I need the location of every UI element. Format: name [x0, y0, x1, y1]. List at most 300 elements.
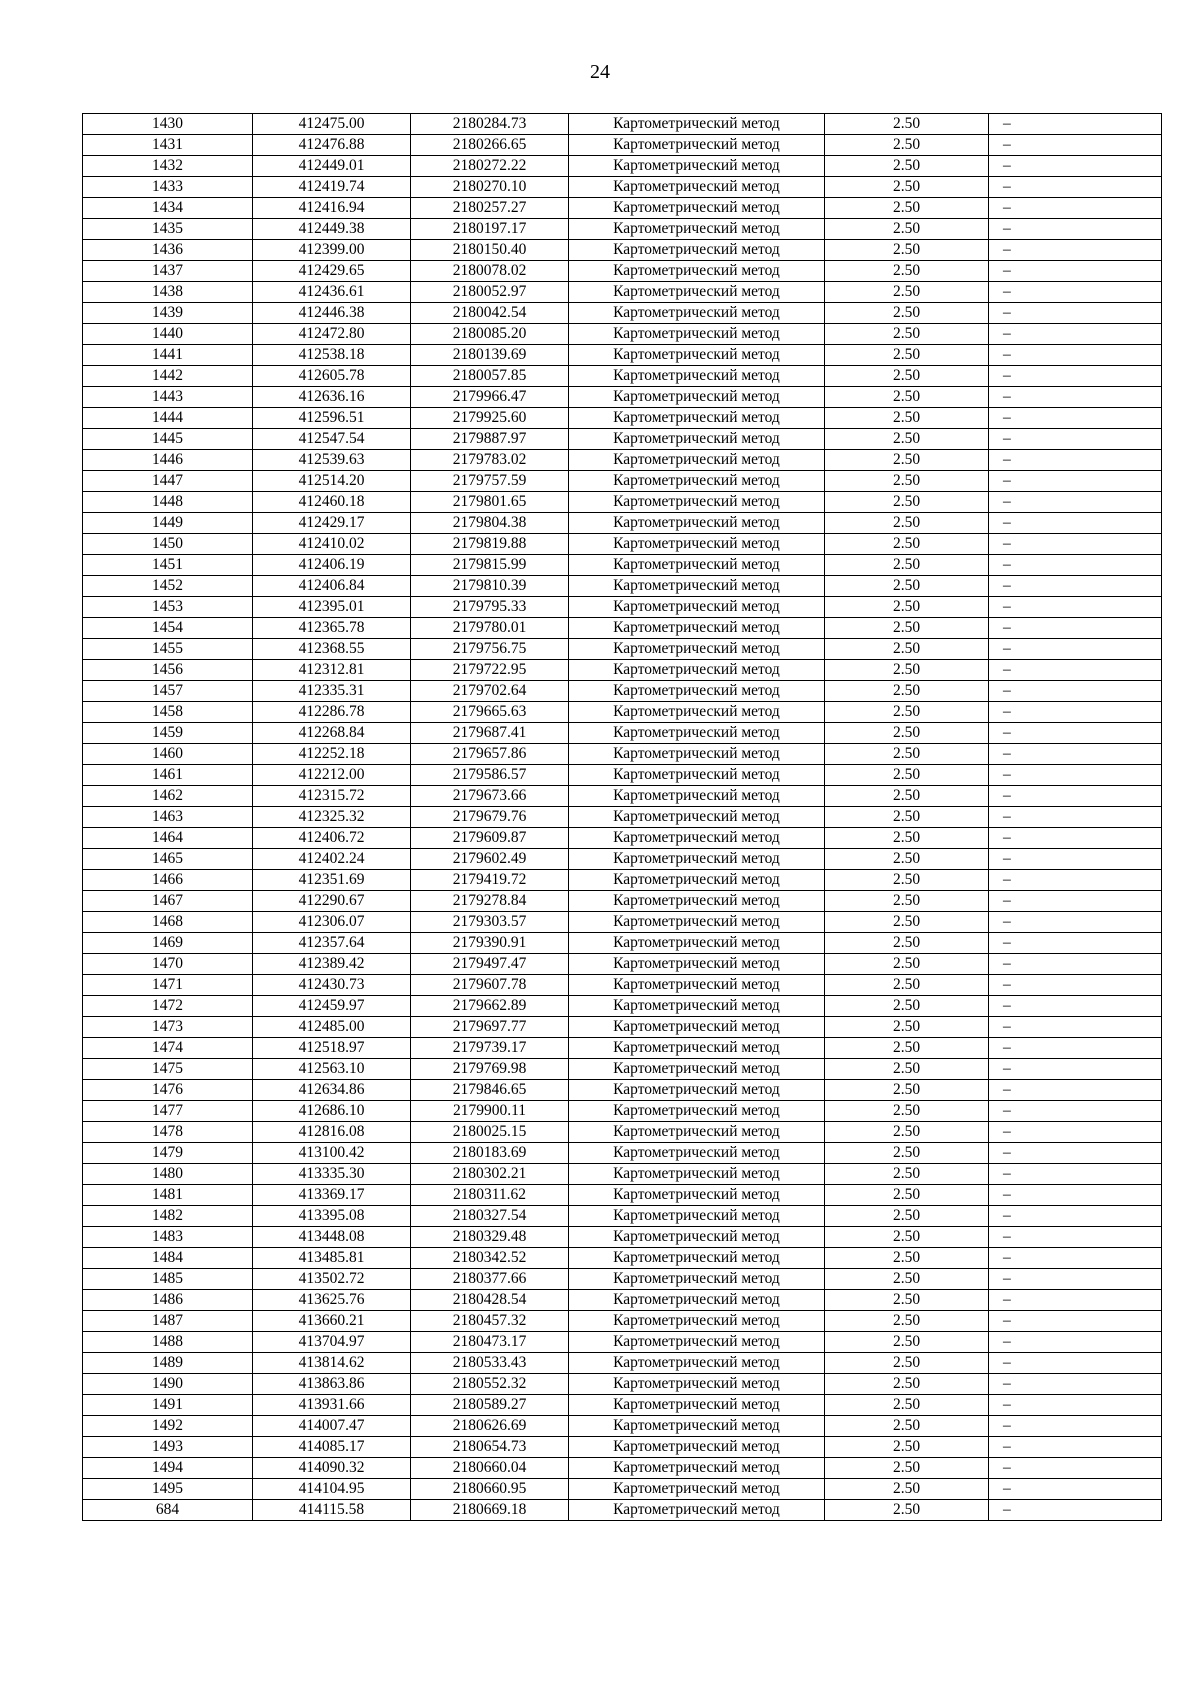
note-cell: – — [989, 996, 1162, 1017]
method-cell: Картометрический метод — [569, 1458, 825, 1479]
error-cell: 2.50 — [825, 849, 989, 870]
table-row — [83, 198, 1162, 219]
method-cell: Картометрический метод — [569, 1101, 825, 1122]
error-cell: 2.50 — [825, 1164, 989, 1185]
method-cell: Картометрический метод — [569, 240, 825, 261]
x-coordinate-cell: 412429.65 — [253, 261, 411, 282]
table-row — [83, 366, 1162, 387]
error-cell: 2.50 — [825, 555, 989, 576]
x-coordinate-cell: 413502.72 — [253, 1269, 411, 1290]
method-cell: Картометрический метод — [569, 366, 825, 387]
table-row — [83, 1458, 1162, 1479]
error-cell: 2.50 — [825, 1500, 989, 1521]
page-number: 24 — [590, 61, 610, 83]
point-number-cell: 1456 — [83, 660, 253, 681]
x-coordinate-cell: 412212.00 — [253, 765, 411, 786]
error-cell: 2.50 — [825, 1437, 989, 1458]
error-cell: 2.50 — [825, 1185, 989, 1206]
point-number-cell: 1447 — [83, 471, 253, 492]
error-cell: 2.50 — [825, 660, 989, 681]
x-coordinate-cell: 412538.18 — [253, 345, 411, 366]
table-row — [83, 1374, 1162, 1395]
table-row — [83, 597, 1162, 618]
method-cell: Картометрический метод — [569, 1059, 825, 1080]
x-coordinate-cell: 412436.61 — [253, 282, 411, 303]
method-cell: Картометрический метод — [569, 744, 825, 765]
method-cell: Картометрический метод — [569, 1164, 825, 1185]
point-number-cell: 1490 — [83, 1374, 253, 1395]
point-number-cell: 1478 — [83, 1122, 253, 1143]
x-coordinate-cell: 414115.58 — [253, 1500, 411, 1521]
y-coordinate-cell: 2179801.65 — [411, 492, 569, 513]
note-cell: – — [989, 1332, 1162, 1353]
method-cell: Картометрический метод — [569, 1122, 825, 1143]
y-coordinate-cell: 2179665.63 — [411, 702, 569, 723]
y-coordinate-cell: 2179769.98 — [411, 1059, 569, 1080]
table-row — [83, 660, 1162, 681]
note-cell: – — [989, 1374, 1162, 1395]
x-coordinate-cell: 412686.10 — [253, 1101, 411, 1122]
point-number-cell: 1446 — [83, 450, 253, 471]
table-row — [83, 576, 1162, 597]
note-cell: – — [989, 219, 1162, 240]
point-number-cell: 1433 — [83, 177, 253, 198]
point-number-cell: 1458 — [83, 702, 253, 723]
method-cell: Картометрический метод — [569, 1143, 825, 1164]
method-cell: Картометрический метод — [569, 597, 825, 618]
point-number-cell: 1485 — [83, 1269, 253, 1290]
x-coordinate-cell: 412312.81 — [253, 660, 411, 681]
point-number-cell: 1441 — [83, 345, 253, 366]
point-number-cell: 1481 — [83, 1185, 253, 1206]
table-row — [83, 870, 1162, 891]
y-coordinate-cell: 2180042.54 — [411, 303, 569, 324]
method-cell: Картометрический метод — [569, 1311, 825, 1332]
method-cell: Картометрический метод — [569, 639, 825, 660]
y-coordinate-cell: 2179783.02 — [411, 450, 569, 471]
note-cell: – — [989, 261, 1162, 282]
note-cell: – — [989, 1395, 1162, 1416]
point-number-cell: 1453 — [83, 597, 253, 618]
table-row — [83, 702, 1162, 723]
method-cell: Картометрический метод — [569, 471, 825, 492]
x-coordinate-cell: 412406.19 — [253, 555, 411, 576]
table-row — [83, 513, 1162, 534]
note-cell: – — [989, 1059, 1162, 1080]
y-coordinate-cell: 2179795.33 — [411, 597, 569, 618]
x-coordinate-cell: 412406.84 — [253, 576, 411, 597]
x-coordinate-cell: 414090.32 — [253, 1458, 411, 1479]
note-cell: – — [989, 1164, 1162, 1185]
note-cell: – — [989, 1290, 1162, 1311]
error-cell: 2.50 — [825, 240, 989, 261]
table-row — [83, 114, 1162, 135]
x-coordinate-cell: 413448.08 — [253, 1227, 411, 1248]
x-coordinate-cell: 412449.01 — [253, 156, 411, 177]
method-cell: Картометрический метод — [569, 765, 825, 786]
method-cell: Картометрический метод — [569, 513, 825, 534]
table-row — [83, 1059, 1162, 1080]
note-cell: – — [989, 345, 1162, 366]
table-row — [83, 933, 1162, 954]
method-cell: Картометрический метод — [569, 261, 825, 282]
method-cell: Картометрический метод — [569, 555, 825, 576]
x-coordinate-cell: 412335.31 — [253, 681, 411, 702]
y-coordinate-cell: 2179679.76 — [411, 807, 569, 828]
y-coordinate-cell: 2180266.65 — [411, 135, 569, 156]
method-cell: Картометрический метод — [569, 1206, 825, 1227]
error-cell: 2.50 — [825, 303, 989, 324]
table-row — [83, 1500, 1162, 1521]
table-row — [83, 1479, 1162, 1500]
error-cell: 2.50 — [825, 1017, 989, 1038]
method-cell: Картометрический метод — [569, 114, 825, 135]
y-coordinate-cell: 2179722.95 — [411, 660, 569, 681]
y-coordinate-cell: 2180257.27 — [411, 198, 569, 219]
y-coordinate-cell: 2180660.04 — [411, 1458, 569, 1479]
error-cell: 2.50 — [825, 114, 989, 135]
table-row — [83, 1416, 1162, 1437]
error-cell: 2.50 — [825, 1227, 989, 1248]
method-cell: Картометрический метод — [569, 975, 825, 996]
note-cell: – — [989, 1227, 1162, 1248]
table-row — [83, 1437, 1162, 1458]
error-cell: 2.50 — [825, 1374, 989, 1395]
error-cell: 2.50 — [825, 387, 989, 408]
table-row — [83, 534, 1162, 555]
table-row — [83, 891, 1162, 912]
point-number-cell: 1452 — [83, 576, 253, 597]
method-cell: Картометрический метод — [569, 1227, 825, 1248]
x-coordinate-cell: 412563.10 — [253, 1059, 411, 1080]
y-coordinate-cell: 2180139.69 — [411, 345, 569, 366]
y-coordinate-cell: 2180327.54 — [411, 1206, 569, 1227]
error-cell: 2.50 — [825, 345, 989, 366]
note-cell: – — [989, 1416, 1162, 1437]
point-number-cell: 684 — [83, 1500, 253, 1521]
point-number-cell: 1459 — [83, 723, 253, 744]
method-cell: Картометрический метод — [569, 324, 825, 345]
note-cell: – — [989, 975, 1162, 996]
table-row — [83, 786, 1162, 807]
y-coordinate-cell: 2179687.41 — [411, 723, 569, 744]
y-coordinate-cell: 2179662.89 — [411, 996, 569, 1017]
y-coordinate-cell: 2180150.40 — [411, 240, 569, 261]
table-row — [83, 1353, 1162, 1374]
note-cell: – — [989, 513, 1162, 534]
y-coordinate-cell: 2179739.17 — [411, 1038, 569, 1059]
y-coordinate-cell: 2179602.49 — [411, 849, 569, 870]
y-coordinate-cell: 2180025.15 — [411, 1122, 569, 1143]
x-coordinate-cell: 412286.78 — [253, 702, 411, 723]
error-cell: 2.50 — [825, 933, 989, 954]
y-coordinate-cell: 2179925.60 — [411, 408, 569, 429]
note-cell: – — [989, 912, 1162, 933]
method-cell: Картометрический метод — [569, 450, 825, 471]
table-row — [83, 1206, 1162, 1227]
point-number-cell: 1444 — [83, 408, 253, 429]
point-number-cell: 1483 — [83, 1227, 253, 1248]
table-row — [83, 240, 1162, 261]
error-cell: 2.50 — [825, 408, 989, 429]
y-coordinate-cell: 2180669.18 — [411, 1500, 569, 1521]
point-number-cell: 1448 — [83, 492, 253, 513]
error-cell: 2.50 — [825, 1122, 989, 1143]
method-cell: Картометрический метод — [569, 135, 825, 156]
note-cell: – — [989, 765, 1162, 786]
x-coordinate-cell: 412636.16 — [253, 387, 411, 408]
table-row — [83, 555, 1162, 576]
x-coordinate-cell: 412446.38 — [253, 303, 411, 324]
method-cell: Картометрический метод — [569, 1437, 825, 1458]
table-row — [83, 1122, 1162, 1143]
note-cell: – — [989, 1122, 1162, 1143]
note-cell: – — [989, 660, 1162, 681]
table-row — [83, 723, 1162, 744]
note-cell: – — [989, 786, 1162, 807]
point-number-cell: 1473 — [83, 1017, 253, 1038]
y-coordinate-cell: 2179846.65 — [411, 1080, 569, 1101]
x-coordinate-cell: 413814.62 — [253, 1353, 411, 1374]
y-coordinate-cell: 2179966.47 — [411, 387, 569, 408]
note-cell: – — [989, 639, 1162, 660]
x-coordinate-cell: 412325.32 — [253, 807, 411, 828]
x-coordinate-cell: 412357.64 — [253, 933, 411, 954]
x-coordinate-cell: 412514.20 — [253, 471, 411, 492]
table-row — [83, 807, 1162, 828]
table-row — [83, 1101, 1162, 1122]
x-coordinate-cell: 412596.51 — [253, 408, 411, 429]
y-coordinate-cell: 2179819.88 — [411, 534, 569, 555]
y-coordinate-cell: 2179900.11 — [411, 1101, 569, 1122]
y-coordinate-cell: 2179756.75 — [411, 639, 569, 660]
x-coordinate-cell: 412290.67 — [253, 891, 411, 912]
x-coordinate-cell: 412410.02 — [253, 534, 411, 555]
note-cell: – — [989, 1458, 1162, 1479]
error-cell: 2.50 — [825, 1038, 989, 1059]
note-cell: – — [989, 1101, 1162, 1122]
table-row — [83, 387, 1162, 408]
x-coordinate-cell: 412476.88 — [253, 135, 411, 156]
error-cell: 2.50 — [825, 1143, 989, 1164]
table-row — [83, 828, 1162, 849]
y-coordinate-cell: 2180626.69 — [411, 1416, 569, 1437]
point-number-cell: 1487 — [83, 1311, 253, 1332]
table-row — [83, 1143, 1162, 1164]
y-coordinate-cell: 2179673.66 — [411, 786, 569, 807]
point-number-cell: 1462 — [83, 786, 253, 807]
error-cell: 2.50 — [825, 870, 989, 891]
coordinates-table — [82, 113, 1162, 1521]
x-coordinate-cell: 413485.81 — [253, 1248, 411, 1269]
point-number-cell: 1449 — [83, 513, 253, 534]
point-number-cell: 1439 — [83, 303, 253, 324]
error-cell: 2.50 — [825, 954, 989, 975]
table-row — [83, 492, 1162, 513]
note-cell: – — [989, 471, 1162, 492]
note-cell: – — [989, 1206, 1162, 1227]
note-cell: – — [989, 828, 1162, 849]
method-cell: Картометрический метод — [569, 828, 825, 849]
method-cell: Картометрический метод — [569, 702, 825, 723]
note-cell: – — [989, 303, 1162, 324]
point-number-cell: 1463 — [83, 807, 253, 828]
y-coordinate-cell: 2179702.64 — [411, 681, 569, 702]
method-cell: Картометрический метод — [569, 1332, 825, 1353]
table-row — [83, 912, 1162, 933]
point-number-cell: 1451 — [83, 555, 253, 576]
method-cell: Картометрический метод — [569, 912, 825, 933]
table-row — [83, 975, 1162, 996]
method-cell: Картометрический метод — [569, 1479, 825, 1500]
y-coordinate-cell: 2179815.99 — [411, 555, 569, 576]
x-coordinate-cell: 413625.76 — [253, 1290, 411, 1311]
error-cell: 2.50 — [825, 681, 989, 702]
error-cell: 2.50 — [825, 1059, 989, 1080]
method-cell: Картометрический метод — [569, 1395, 825, 1416]
error-cell: 2.50 — [825, 1395, 989, 1416]
method-cell: Картометрический метод — [569, 177, 825, 198]
error-cell: 2.50 — [825, 1101, 989, 1122]
x-coordinate-cell: 412395.01 — [253, 597, 411, 618]
x-coordinate-cell: 412485.00 — [253, 1017, 411, 1038]
note-cell: – — [989, 681, 1162, 702]
note-cell: – — [989, 702, 1162, 723]
x-coordinate-cell: 412402.24 — [253, 849, 411, 870]
x-coordinate-cell: 412315.72 — [253, 786, 411, 807]
note-cell: – — [989, 807, 1162, 828]
point-number-cell: 1482 — [83, 1206, 253, 1227]
method-cell: Картометрический метод — [569, 219, 825, 240]
y-coordinate-cell: 2180660.95 — [411, 1479, 569, 1500]
error-cell: 2.50 — [825, 198, 989, 219]
error-cell: 2.50 — [825, 912, 989, 933]
note-cell: – — [989, 1143, 1162, 1164]
x-coordinate-cell: 412460.18 — [253, 492, 411, 513]
error-cell: 2.50 — [825, 975, 989, 996]
note-cell: – — [989, 618, 1162, 639]
table-row — [83, 765, 1162, 786]
error-cell: 2.50 — [825, 156, 989, 177]
y-coordinate-cell: 2180183.69 — [411, 1143, 569, 1164]
point-number-cell: 1465 — [83, 849, 253, 870]
table-row — [83, 345, 1162, 366]
point-number-cell: 1480 — [83, 1164, 253, 1185]
table-row — [83, 282, 1162, 303]
y-coordinate-cell: 2179804.38 — [411, 513, 569, 534]
x-coordinate-cell: 412459.97 — [253, 996, 411, 1017]
note-cell: – — [989, 408, 1162, 429]
y-coordinate-cell: 2179278.84 — [411, 891, 569, 912]
table-row — [83, 1332, 1162, 1353]
x-coordinate-cell: 412539.63 — [253, 450, 411, 471]
note-cell: – — [989, 1311, 1162, 1332]
method-cell: Картометрический метод — [569, 345, 825, 366]
x-coordinate-cell: 412389.42 — [253, 954, 411, 975]
note-cell: – — [989, 954, 1162, 975]
error-cell: 2.50 — [825, 1416, 989, 1437]
x-coordinate-cell: 413660.21 — [253, 1311, 411, 1332]
x-coordinate-cell: 412816.08 — [253, 1122, 411, 1143]
y-coordinate-cell: 2179419.72 — [411, 870, 569, 891]
error-cell: 2.50 — [825, 1290, 989, 1311]
error-cell: 2.50 — [825, 639, 989, 660]
y-coordinate-cell: 2180377.66 — [411, 1269, 569, 1290]
table-row — [83, 1185, 1162, 1206]
y-coordinate-cell: 2179609.87 — [411, 828, 569, 849]
point-number-cell: 1474 — [83, 1038, 253, 1059]
method-cell: Картометрический метод — [569, 1269, 825, 1290]
note-cell: – — [989, 282, 1162, 303]
point-number-cell: 1477 — [83, 1101, 253, 1122]
x-coordinate-cell: 413100.42 — [253, 1143, 411, 1164]
method-cell: Картометрический метод — [569, 1080, 825, 1101]
table-row — [83, 219, 1162, 240]
error-cell: 2.50 — [825, 1353, 989, 1374]
point-number-cell: 1467 — [83, 891, 253, 912]
x-coordinate-cell: 412430.73 — [253, 975, 411, 996]
y-coordinate-cell: 2180552.32 — [411, 1374, 569, 1395]
x-coordinate-cell: 412634.86 — [253, 1080, 411, 1101]
note-cell: – — [989, 723, 1162, 744]
x-coordinate-cell: 412449.38 — [253, 219, 411, 240]
error-cell: 2.50 — [825, 1080, 989, 1101]
point-number-cell: 1457 — [83, 681, 253, 702]
table-row — [83, 681, 1162, 702]
x-coordinate-cell: 412252.18 — [253, 744, 411, 765]
y-coordinate-cell: 2180078.02 — [411, 261, 569, 282]
point-number-cell: 1475 — [83, 1059, 253, 1080]
note-cell: – — [989, 849, 1162, 870]
method-cell: Картометрический метод — [569, 1500, 825, 1521]
note-cell: – — [989, 429, 1162, 450]
point-number-cell: 1455 — [83, 639, 253, 660]
method-cell: Картометрический метод — [569, 1248, 825, 1269]
error-cell: 2.50 — [825, 471, 989, 492]
table-row — [83, 849, 1162, 870]
x-coordinate-cell: 414085.17 — [253, 1437, 411, 1458]
point-number-cell: 1491 — [83, 1395, 253, 1416]
table-row — [83, 1164, 1162, 1185]
x-coordinate-cell: 413931.66 — [253, 1395, 411, 1416]
point-number-cell: 1476 — [83, 1080, 253, 1101]
error-cell: 2.50 — [825, 807, 989, 828]
method-cell: Картометрический метод — [569, 576, 825, 597]
method-cell: Картометрический метод — [569, 429, 825, 450]
point-number-cell: 1432 — [83, 156, 253, 177]
note-cell: – — [989, 156, 1162, 177]
y-coordinate-cell: 2180270.10 — [411, 177, 569, 198]
point-number-cell: 1489 — [83, 1353, 253, 1374]
y-coordinate-cell: 2180197.17 — [411, 219, 569, 240]
error-cell: 2.50 — [825, 1206, 989, 1227]
error-cell: 2.50 — [825, 702, 989, 723]
table-row — [83, 450, 1162, 471]
x-coordinate-cell: 412518.97 — [253, 1038, 411, 1059]
point-number-cell: 1431 — [83, 135, 253, 156]
y-coordinate-cell: 2179607.78 — [411, 975, 569, 996]
note-cell: – — [989, 744, 1162, 765]
note-cell: – — [989, 135, 1162, 156]
note-cell: – — [989, 1185, 1162, 1206]
method-cell: Картометрический метод — [569, 1038, 825, 1059]
note-cell: – — [989, 387, 1162, 408]
note-cell: – — [989, 1437, 1162, 1458]
point-number-cell: 1435 — [83, 219, 253, 240]
y-coordinate-cell: 2180284.73 — [411, 114, 569, 135]
table-row — [83, 1269, 1162, 1290]
table-row — [83, 429, 1162, 450]
